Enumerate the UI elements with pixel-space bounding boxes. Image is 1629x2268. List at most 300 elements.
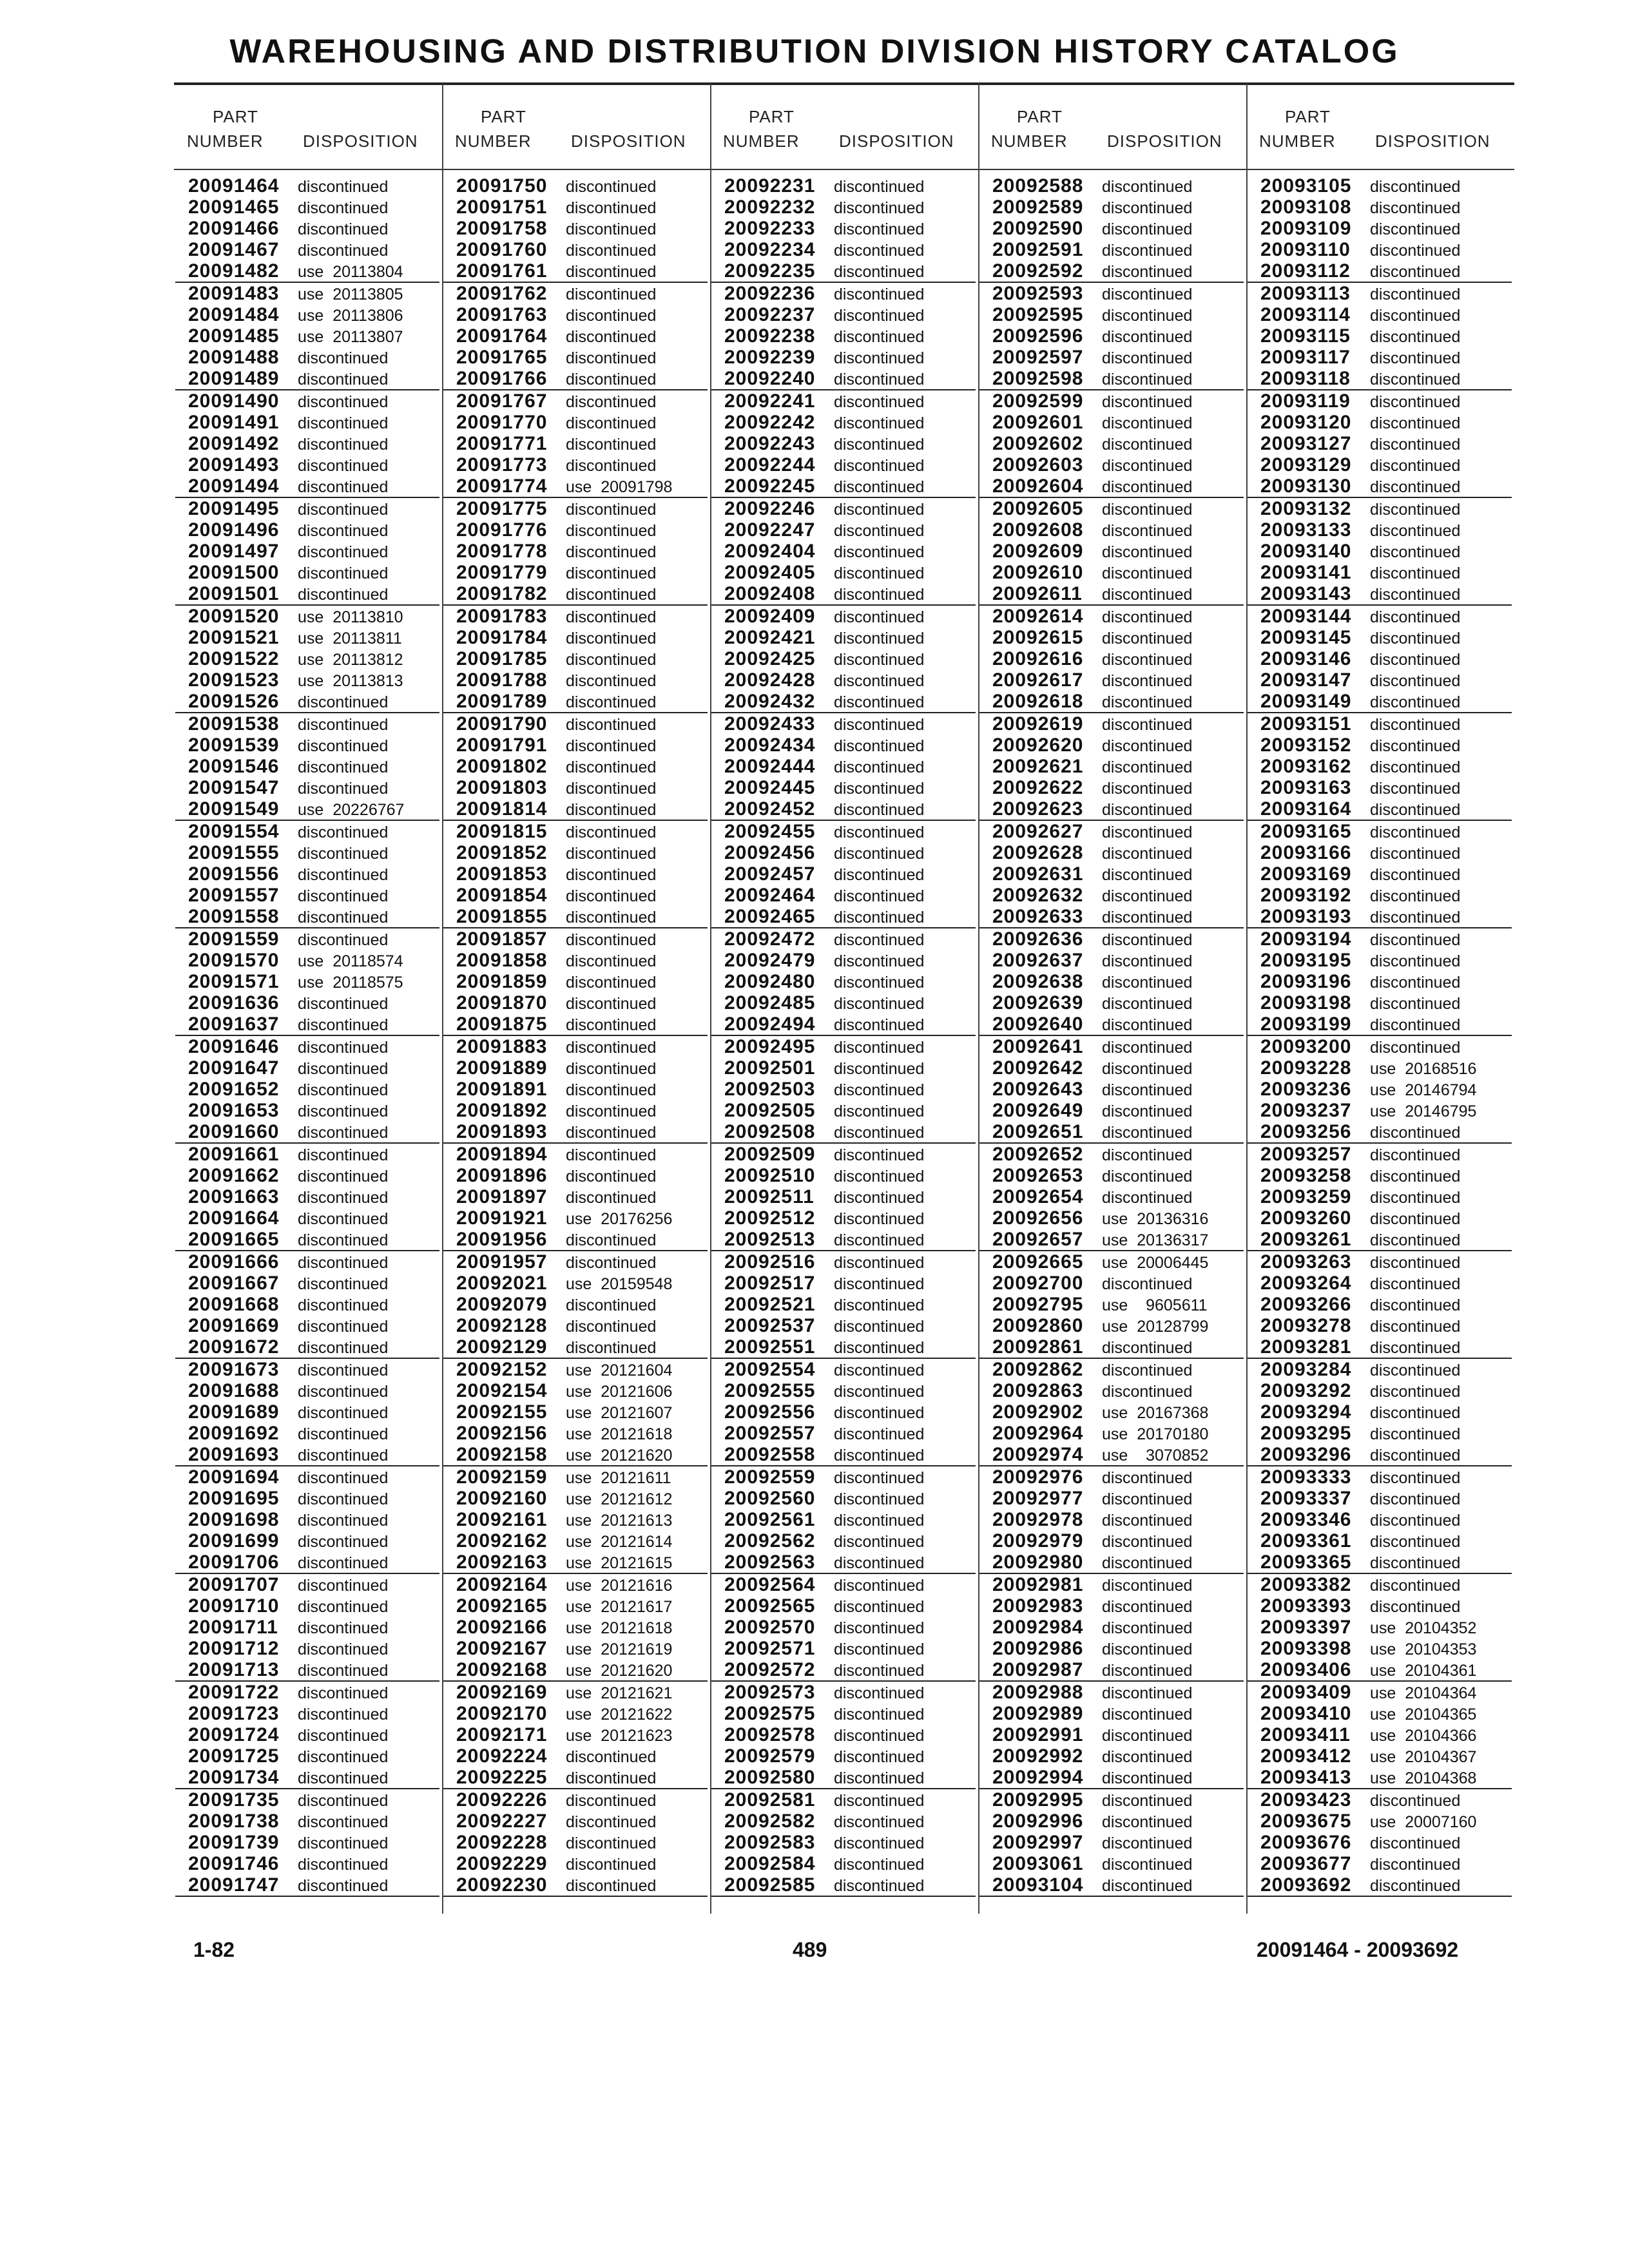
page-title: WAREHOUSING AND DISTRIBUTION DIVISION HISTORY CATALOG <box>229 33 1400 70</box>
disposition: use 20121613 <box>566 1512 673 1530</box>
table-row <box>443 842 708 863</box>
disposition: discontinued <box>566 414 657 432</box>
table-row <box>175 519 439 541</box>
disposition: discontinued <box>298 1792 389 1810</box>
part-number: 20092408 <box>724 583 816 604</box>
disposition: discontinued <box>566 651 657 669</box>
part-number: 20093109 <box>1260 218 1352 239</box>
disposition: use 20168516 <box>1370 1060 1477 1078</box>
part-number: 20091788 <box>456 669 548 691</box>
table-row <box>443 1036 708 1057</box>
part-number: 20092627 <box>992 821 1084 842</box>
table-row <box>711 1874 976 1897</box>
column-header-3 <box>710 104 978 164</box>
disposition: discontinued <box>566 501 657 519</box>
disposition: discontinued <box>834 801 925 819</box>
table-row <box>175 691 439 713</box>
table-row <box>443 1509 708 1530</box>
table-row <box>175 1336 439 1359</box>
disposition: discontinued <box>298 1016 389 1034</box>
part-number: 20091699 <box>188 1530 280 1552</box>
part-number: 20093117 <box>1260 347 1351 368</box>
disposition: use 20167368 <box>1102 1404 1209 1422</box>
disposition: discontinued <box>834 1383 925 1401</box>
table-row <box>979 239 1244 260</box>
disposition: discontinued <box>298 931 389 949</box>
disposition: discontinued <box>298 1748 389 1766</box>
table-row <box>711 1466 976 1488</box>
table-row <box>1248 390 1512 412</box>
disposition: discontinued <box>1102 1533 1193 1551</box>
disposition: discontinued <box>834 608 925 626</box>
part-number: 20092593 <box>992 283 1084 304</box>
part-number: 20092421 <box>724 627 816 648</box>
table-row <box>443 347 708 368</box>
disposition: discontinued <box>566 1016 657 1034</box>
part-number: 20091722 <box>188 1682 280 1703</box>
part-number: 20093198 <box>1260 992 1352 1014</box>
part-number: 20091712 <box>188 1638 280 1659</box>
part-number: 20091707 <box>188 1574 280 1595</box>
table-row <box>175 756 439 777</box>
disposition: discontinued <box>1370 1533 1461 1551</box>
disposition: discontinued <box>298 501 389 519</box>
part-number: 20093236 <box>1260 1079 1352 1100</box>
table-row <box>1248 950 1512 971</box>
table-row <box>175 1144 439 1165</box>
part-number: 20092631 <box>992 863 1084 885</box>
part-number: 20092563 <box>724 1552 816 1573</box>
table-row <box>711 218 976 239</box>
part-number: 20091526 <box>188 691 280 712</box>
table-row <box>443 1359 708 1380</box>
disposition: discontinued <box>834 543 925 561</box>
table-row <box>711 498 976 519</box>
table-row <box>979 197 1244 218</box>
part-number: 20092986 <box>992 1638 1084 1659</box>
disposition: discontinued <box>298 1446 389 1465</box>
part-number: 20092572 <box>724 1659 816 1680</box>
disposition: discontinued <box>1370 242 1461 260</box>
part-number: 20092582 <box>724 1811 816 1832</box>
disposition: discontinued <box>834 1706 925 1724</box>
disposition: use 20121606 <box>566 1383 673 1401</box>
table-row <box>443 562 708 583</box>
disposition: discontinued <box>834 1081 925 1099</box>
disposition: discontinued <box>1370 1039 1461 1057</box>
part-number: 20092978 <box>992 1509 1084 1530</box>
disposition: discontinued <box>1370 370 1461 389</box>
part-number: 20092638 <box>992 971 1084 992</box>
part-number: 20092861 <box>992 1336 1084 1358</box>
table-row <box>711 1659 976 1682</box>
part-number: 20092585 <box>724 1874 816 1896</box>
disposition: discontinued <box>566 995 657 1013</box>
disposition: discontinued <box>298 1081 389 1099</box>
disposition: discontinued <box>1370 1016 1461 1034</box>
table-row <box>443 1488 708 1509</box>
table-row <box>1248 325 1512 347</box>
part-number: 20092617 <box>992 669 1084 691</box>
part-number: 20091766 <box>456 368 548 389</box>
disposition: discontinued <box>298 393 389 411</box>
disposition: discontinued <box>1102 629 1193 648</box>
table-row <box>175 1874 439 1897</box>
table-row <box>1248 197 1512 218</box>
table-row <box>175 1811 439 1832</box>
part-number: 20093382 <box>1260 1574 1352 1595</box>
part-number: 20092653 <box>992 1165 1084 1186</box>
part-number: 20092988 <box>992 1682 1084 1703</box>
part-number: 20092560 <box>724 1488 816 1509</box>
table-row <box>979 1832 1244 1853</box>
header-number: NUMBER <box>991 131 1068 151</box>
part-number: 20091493 <box>188 454 280 476</box>
disposition: discontinued <box>1102 1339 1193 1357</box>
part-number: 20091494 <box>188 476 280 497</box>
disposition: discontinued <box>1102 952 1193 970</box>
table-row <box>979 1682 1244 1703</box>
table-row <box>443 691 708 713</box>
table-row <box>1248 1359 1512 1380</box>
disposition: discontinued <box>834 737 925 755</box>
table-row <box>175 1229 439 1251</box>
table-row <box>443 541 708 562</box>
part-number: 20091488 <box>188 347 280 368</box>
part-number: 20093166 <box>1260 842 1352 863</box>
part-number: 20091858 <box>456 950 548 971</box>
table-row <box>175 842 439 863</box>
table-row <box>1248 1315 1512 1336</box>
table-row <box>979 992 1244 1014</box>
table-row <box>443 454 708 476</box>
part-number: 20091637 <box>188 1014 280 1035</box>
table-row <box>1248 519 1512 541</box>
disposition: discontinued <box>834 1554 925 1572</box>
part-number: 20092501 <box>724 1057 816 1079</box>
table-row <box>979 691 1244 713</box>
part-number: 20093411 <box>1260 1724 1351 1745</box>
disposition: discontinued <box>566 349 657 367</box>
part-number: 20091559 <box>188 928 280 950</box>
table-row <box>175 218 439 239</box>
table-row <box>175 454 439 476</box>
header-part: PART <box>1285 107 1331 126</box>
disposition: discontinued <box>834 931 925 949</box>
table-row <box>175 1853 439 1874</box>
disposition: discontinued <box>1370 887 1461 905</box>
disposition: discontinued <box>1370 543 1461 561</box>
part-number: 20092516 <box>724 1251 816 1273</box>
table-row <box>175 1207 439 1229</box>
disposition: use 20104352 <box>1370 1619 1477 1637</box>
disposition: discontinued <box>834 629 925 648</box>
part-number: 20093169 <box>1260 863 1352 885</box>
part-number: 20092129 <box>456 1336 548 1358</box>
part-number: 20093675 <box>1260 1811 1352 1832</box>
table-row <box>711 1509 976 1530</box>
table-row <box>443 325 708 347</box>
table-row <box>1248 1100 1512 1121</box>
disposition: discontinued <box>566 1146 657 1164</box>
disposition: discontinued <box>1370 1189 1461 1207</box>
table-row <box>979 1121 1244 1144</box>
part-number: 20093228 <box>1260 1057 1352 1079</box>
part-number: 20093165 <box>1260 821 1352 842</box>
part-number: 20091791 <box>456 735 548 756</box>
disposition: discontinued <box>566 328 657 346</box>
table-row <box>175 1595 439 1617</box>
part-number: 20092595 <box>992 304 1084 325</box>
disposition: discontinued <box>298 1856 389 1874</box>
disposition: discontinued <box>566 1124 657 1142</box>
part-number: 20092643 <box>992 1079 1084 1100</box>
part-number: 20092984 <box>992 1617 1084 1638</box>
table-row <box>711 283 976 304</box>
part-number: 20092229 <box>456 1853 548 1874</box>
catalog-column-1 <box>175 175 439 1897</box>
part-number: 20091497 <box>188 541 280 562</box>
table-row <box>175 1359 439 1380</box>
part-number: 20092584 <box>724 1853 816 1874</box>
part-number: 20092457 <box>724 863 816 885</box>
table-row <box>979 1574 1244 1595</box>
table-row <box>979 1079 1244 1100</box>
part-number: 20092604 <box>992 476 1084 497</box>
table-row <box>979 1380 1244 1401</box>
table-row <box>979 713 1244 735</box>
part-number: 20091713 <box>188 1659 280 1680</box>
part-number: 20093333 <box>1260 1466 1352 1488</box>
part-number: 20091492 <box>188 433 280 454</box>
table-row <box>979 368 1244 390</box>
table-row <box>1248 1811 1512 1832</box>
part-number: 20091464 <box>188 175 280 197</box>
table-row <box>711 992 976 1014</box>
disposition: discontinued <box>1370 651 1461 669</box>
part-number: 20092623 <box>992 798 1084 820</box>
disposition: discontinued <box>298 178 389 196</box>
part-number: 20092079 <box>456 1294 548 1315</box>
part-number: 20092571 <box>724 1638 816 1659</box>
table-row <box>443 1079 708 1100</box>
disposition: use 20159548 <box>566 1275 673 1293</box>
disposition: discontinued <box>566 370 657 389</box>
disposition: discontinued <box>1102 478 1193 496</box>
disposition: discontinued <box>298 1254 389 1272</box>
part-number: 20091762 <box>456 283 548 304</box>
table-row <box>175 1423 439 1444</box>
table-row <box>979 777 1244 798</box>
table-row <box>443 1574 708 1595</box>
table-row <box>1248 842 1512 863</box>
table-row <box>711 971 976 992</box>
part-number: 20092995 <box>992 1789 1084 1811</box>
table-row <box>443 1294 708 1315</box>
disposition: discontinued <box>834 1254 925 1272</box>
table-row <box>979 390 1244 412</box>
part-number: 20091746 <box>188 1853 280 1874</box>
part-number: 20093677 <box>1260 1853 1352 1874</box>
disposition: discontinued <box>834 1168 925 1186</box>
part-number: 20091571 <box>188 971 280 992</box>
disposition: discontinued <box>298 1662 389 1680</box>
disposition: discontinued <box>834 823 925 841</box>
table-row <box>1248 218 1512 239</box>
table-row <box>711 1014 976 1036</box>
part-number: 20091857 <box>456 928 548 950</box>
part-number: 20091698 <box>188 1509 280 1530</box>
disposition: discontinued <box>834 1361 925 1379</box>
part-number: 20092152 <box>456 1359 548 1380</box>
table-row <box>711 1273 976 1294</box>
disposition: discontinued <box>834 1769 925 1787</box>
part-number: 20093104 <box>992 1874 1084 1896</box>
part-number: 20092583 <box>724 1832 816 1853</box>
part-number: 20092160 <box>456 1488 548 1509</box>
catalog-column-3 <box>711 175 976 1897</box>
part-number: 20091689 <box>188 1401 280 1423</box>
table-row <box>711 1144 976 1165</box>
part-number: 20092795 <box>992 1294 1084 1315</box>
disposition: discontinued <box>298 1706 389 1724</box>
table-row <box>979 1359 1244 1380</box>
table-row <box>1248 260 1512 283</box>
part-number: 20091496 <box>188 519 280 541</box>
disposition: discontinued <box>1370 845 1461 863</box>
disposition: use 20104367 <box>1370 1748 1477 1766</box>
table-row <box>711 175 976 197</box>
disposition: discontinued <box>834 586 925 604</box>
table-row <box>443 606 708 627</box>
disposition: discontinued <box>298 693 389 711</box>
table-row <box>979 1638 1244 1659</box>
disposition: use 20146794 <box>1370 1081 1477 1099</box>
disposition: discontinued <box>298 1769 389 1787</box>
table-row <box>1248 368 1512 390</box>
disposition: discontinued <box>1370 1383 1461 1401</box>
table-row <box>1248 1380 1512 1401</box>
part-number: 20093164 <box>1260 798 1352 820</box>
part-number: 20092575 <box>724 1703 816 1724</box>
table-row <box>175 885 439 906</box>
table-row <box>979 347 1244 368</box>
disposition: discontinued <box>834 887 925 905</box>
disposition: use 20121623 <box>566 1727 673 1745</box>
disposition: discontinued <box>566 758 657 776</box>
part-number: 20091666 <box>188 1251 280 1273</box>
table-row <box>443 1552 708 1574</box>
part-number: 20093278 <box>1260 1315 1352 1336</box>
disposition: discontinued <box>834 1856 925 1874</box>
table-row <box>1248 304 1512 325</box>
table-row <box>1248 627 1512 648</box>
disposition: discontinued <box>566 543 657 561</box>
part-number: 20092162 <box>456 1530 548 1552</box>
disposition: discontinued <box>834 1792 925 1810</box>
disposition: discontinued <box>566 178 657 196</box>
disposition: discontinued <box>1370 1296 1461 1314</box>
table-row <box>1248 1874 1512 1897</box>
disposition: discontinued <box>1102 393 1193 411</box>
table-row <box>711 1552 976 1574</box>
part-number: 20092245 <box>724 476 816 497</box>
disposition: discontinued <box>1102 457 1193 475</box>
part-number: 20092242 <box>724 412 816 433</box>
part-number: 20092656 <box>992 1207 1084 1229</box>
part-number: 20091661 <box>188 1144 280 1165</box>
disposition: discontinued <box>1102 737 1193 755</box>
part-number: 20092164 <box>456 1574 548 1595</box>
table-row <box>979 1509 1244 1530</box>
disposition: discontinued <box>298 1189 389 1207</box>
disposition: discontinued <box>1102 1039 1193 1057</box>
part-number: 20091673 <box>188 1359 280 1380</box>
disposition: discontinued <box>298 457 389 475</box>
table-row <box>711 412 976 433</box>
part-number: 20091852 <box>456 842 548 863</box>
table-row <box>711 928 976 950</box>
part-number: 20092241 <box>724 390 816 412</box>
disposition: discontinued <box>834 1834 925 1852</box>
table-row <box>1248 1724 1512 1745</box>
disposition: discontinued <box>1102 1662 1193 1680</box>
disposition: discontinued <box>1102 436 1193 454</box>
part-number: 20091711 <box>188 1617 278 1638</box>
part-number: 20092621 <box>992 756 1084 777</box>
table-row <box>175 1638 439 1659</box>
disposition: discontinued <box>1102 1168 1193 1186</box>
table-row <box>711 627 976 648</box>
table-row <box>1248 1832 1512 1853</box>
disposition: use 20113812 <box>298 651 403 669</box>
part-number: 20091735 <box>188 1789 280 1811</box>
table-row <box>711 1121 976 1144</box>
disposition: discontinued <box>1102 220 1193 238</box>
table-row <box>979 1617 1244 1638</box>
part-number: 20091489 <box>188 368 280 389</box>
header-part: PART <box>481 107 526 126</box>
table-row <box>175 950 439 971</box>
disposition: discontinued <box>1370 285 1461 303</box>
disposition: use 20128799 <box>1102 1318 1209 1336</box>
table-row <box>443 283 708 304</box>
disposition: discontinued <box>298 1231 389 1249</box>
disposition: use 20113813 <box>298 672 403 690</box>
table-row <box>175 906 439 928</box>
disposition: discontinued <box>834 199 925 217</box>
disposition: discontinued <box>1102 1361 1193 1379</box>
part-number: 20093397 <box>1260 1617 1352 1638</box>
header-number: NUMBER <box>187 131 264 151</box>
table-row <box>979 1552 1244 1574</box>
part-number: 20091789 <box>456 691 548 712</box>
table-row <box>711 1251 976 1273</box>
disposition: discontinued <box>1370 1275 1461 1293</box>
table-row <box>1248 1595 1512 1617</box>
disposition: discontinued <box>1102 801 1193 819</box>
part-number: 20093118 <box>1260 368 1351 389</box>
disposition: use 20104353 <box>1370 1640 1477 1658</box>
table-row <box>711 713 976 735</box>
column-header-2 <box>442 104 710 164</box>
disposition: discontinued <box>1102 349 1193 367</box>
table-row <box>1248 1036 1512 1057</box>
table-row <box>175 1724 439 1745</box>
table-row <box>979 648 1244 669</box>
table-row <box>443 519 708 541</box>
disposition: use 20121618 <box>566 1619 673 1637</box>
